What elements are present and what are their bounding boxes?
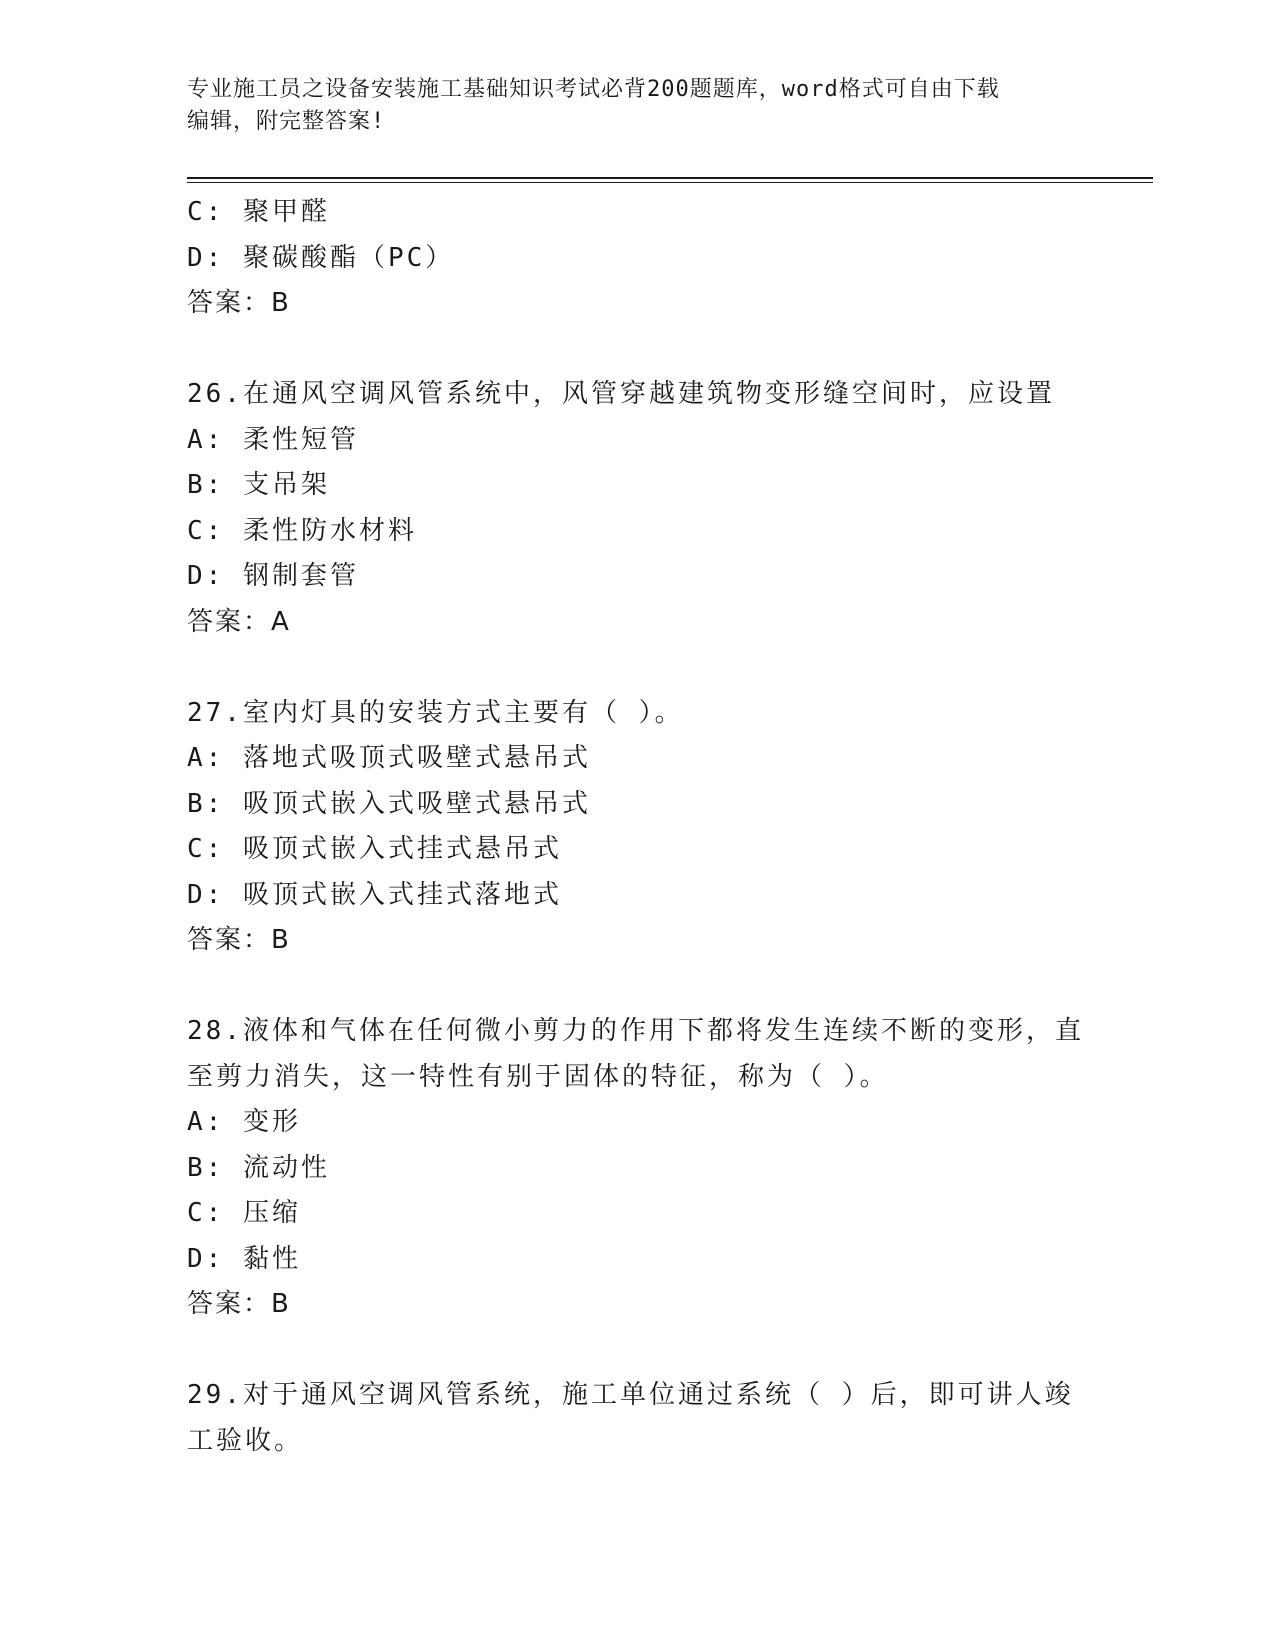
option-c: C: 吸顶式嵌入式挂式悬吊式 [187, 834, 562, 864]
option-d: D: 聚碳酸酯（PC） [187, 242, 455, 273]
question-26 [187, 372, 1087, 645]
question-list [187, 190, 1087, 1464]
header-divider-thick [187, 177, 1153, 179]
header-title-line2: 编辑，附完整答案! [187, 109, 386, 134]
header-title-line1: 专业施工员之设备安装施工基础知识考试必背200题题库，word格式可自由下载 [187, 77, 1000, 102]
option-d: D: 吸顶式嵌入式挂式落地式 [187, 879, 562, 910]
answer: 答案：B [187, 1289, 291, 1319]
option-b: B: 支吊架 [187, 470, 330, 500]
spacer [187, 964, 1087, 1010]
question-28 [187, 1009, 1087, 1328]
option-d: D: 钢制套管 [187, 561, 359, 591]
option-c: C: 压缩 [187, 1198, 301, 1228]
header-divider-thin [187, 182, 1153, 183]
document-header [187, 74, 1067, 138]
answer: 答案：B [187, 288, 291, 318]
question-text-line1: 29.对于通风空调风管系统，施工单位通过系统（ ）后，即可讲人竣 [187, 1380, 1074, 1410]
option-b: B: 流动性 [187, 1152, 330, 1183]
option-a: A: 落地式吸顶式吸壁式悬吊式 [187, 743, 591, 773]
answer: 答案：A [187, 606, 291, 637]
question-25 [187, 190, 1087, 327]
question-text: 27.室内灯具的安装方式主要有（ ）。 [187, 697, 684, 728]
option-a: A: 柔性短管 [187, 424, 359, 455]
question-text-line2: 工验收。 [187, 1425, 304, 1456]
spacer [187, 1328, 1087, 1374]
spacer [187, 645, 1087, 691]
question-text-line1: 28.液体和气体在任何微小剪力的作用下都将发生连续不断的变形，直 [187, 1016, 1084, 1046]
option-a: A: 变形 [187, 1107, 301, 1137]
question-text-line2: 至剪力消失，这一特性有别于固体的特征，称为（ ）。 [187, 1061, 889, 1092]
option-c: C: 聚甲醛 [187, 197, 330, 227]
option-d: D: 黏性 [187, 1243, 301, 1274]
question-27 [187, 691, 1087, 964]
spacer [187, 327, 1087, 373]
option-c: C: 柔性防水材料 [187, 515, 417, 546]
question-29 [187, 1373, 1087, 1464]
answer: 答案：B [187, 925, 291, 955]
question-text: 26.在通风空调风管系统中，风管穿越建筑物变形缝空间时，应设置 [187, 379, 1055, 409]
option-b: B: 吸顶式嵌入式吸壁式悬吊式 [187, 788, 591, 819]
